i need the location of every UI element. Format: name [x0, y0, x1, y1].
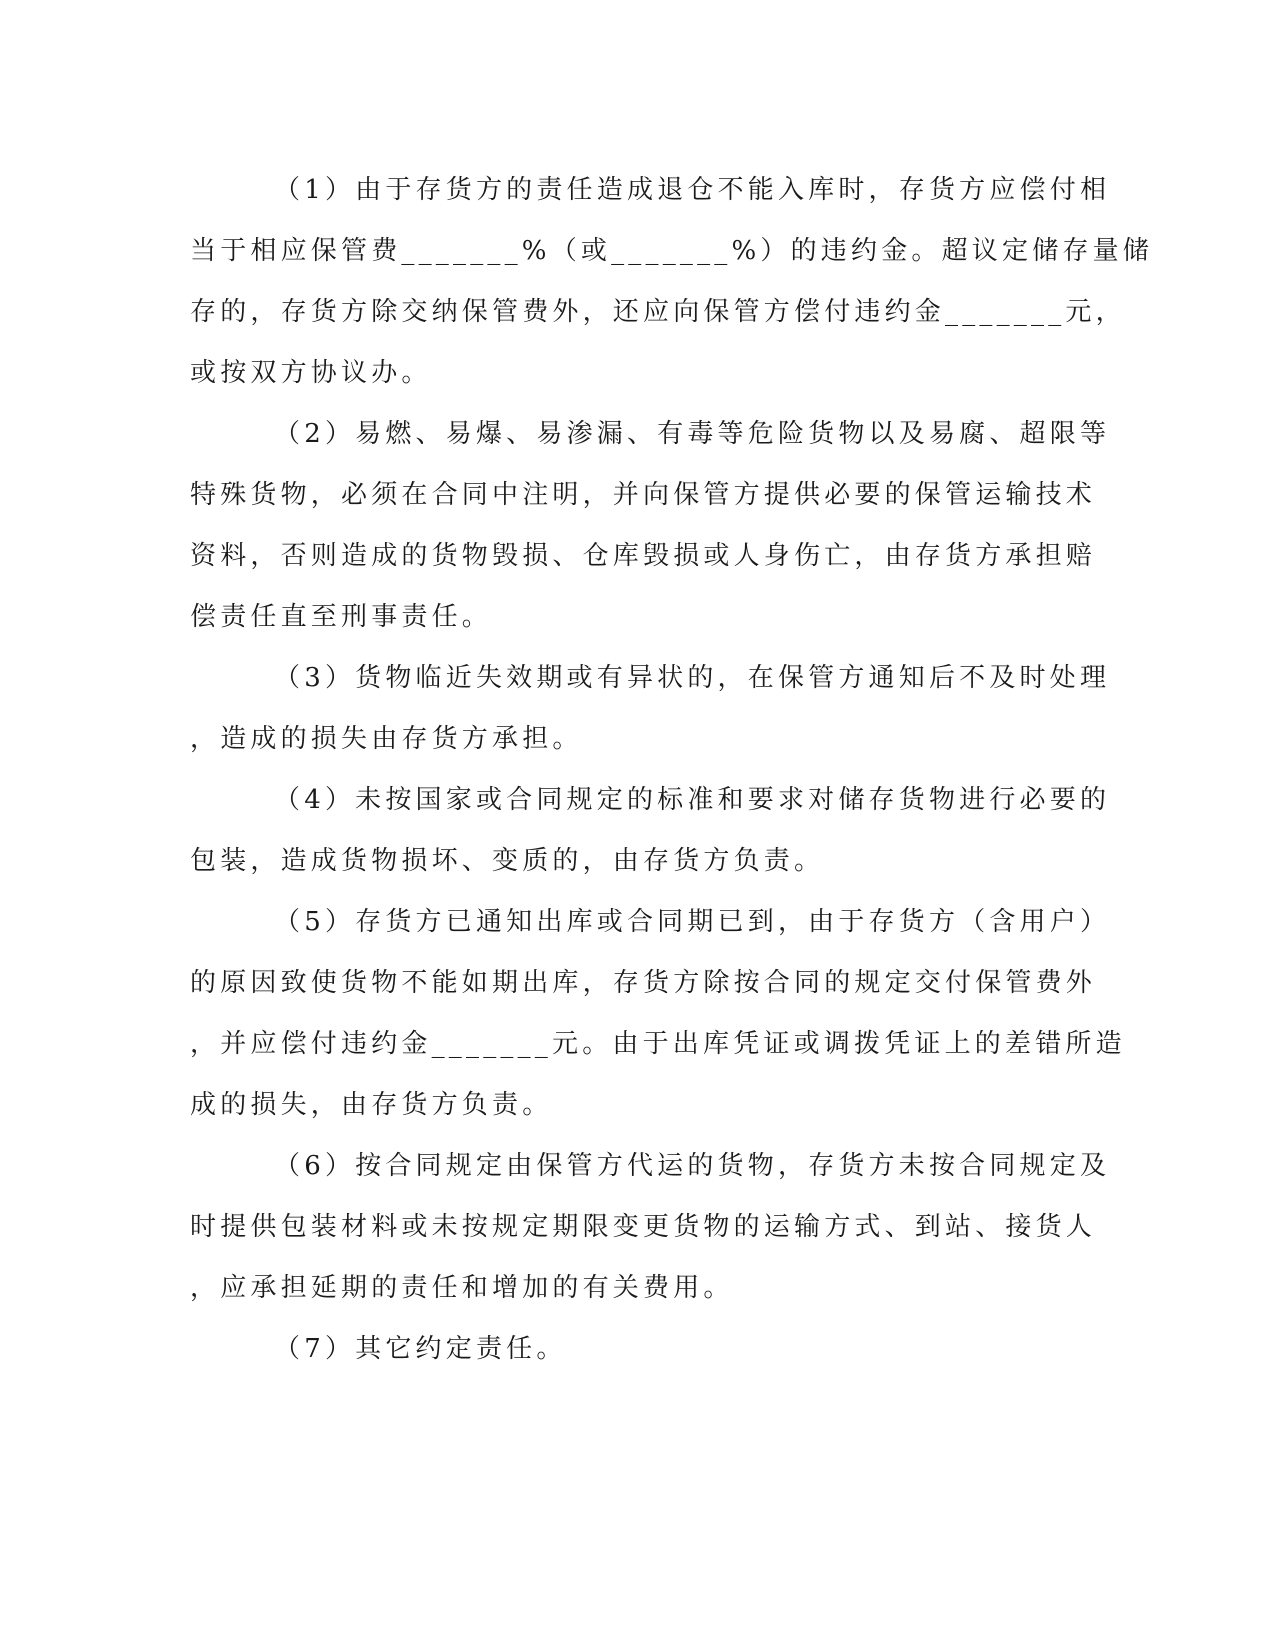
text-line: 特殊货物，必须在合同中注明，并向保管方提供必要的保管运输技术	[190, 480, 1097, 510]
text-line: 成的损失，由存货方负责。	[190, 1090, 553, 1120]
paragraph-3	[190, 648, 1111, 770]
text-line: ，并应偿付违约金_______元。由于出库凭证或调拨凭证上的差错所造	[190, 1029, 1126, 1059]
text-line: （4）未按国家或合同规定的标准和要求对储存货物进行必要的	[274, 785, 1111, 815]
paragraph-4	[190, 770, 1111, 892]
text-line: （5）存货方已通知出库或合同期已到，由于存货方（含用户）	[274, 907, 1111, 937]
text-line: 偿责任直至刑事责任。	[190, 602, 493, 632]
text-line: ，应承担延期的责任和增加的有关费用。	[190, 1273, 734, 1303]
text-line: 当于相应保管费_______%（或_______%）的违约金。超议定储存量储	[190, 236, 1154, 266]
paragraph-2	[190, 404, 1111, 648]
text-line: （3）货物临近失效期或有异状的，在保管方通知后不及时处理	[274, 663, 1111, 693]
paragraph-5	[190, 892, 1126, 1136]
text-line: 资料，否则造成的货物毁损、仓库毁损或人身伤亡，由存货方承担赔	[190, 541, 1097, 571]
paragraph-7	[190, 1319, 1080, 1380]
text-line: 的原因致使货物不能如期出库，存货方除按合同的规定交付保管费外	[190, 968, 1097, 998]
paragraph-6	[190, 1136, 1111, 1319]
document-body	[190, 160, 1154, 1380]
text-line: 存的，存货方除交纳保管费外，还应向保管方偿付违约金_______元，	[190, 297, 1126, 327]
text-line: （7）其它约定责任。	[274, 1334, 567, 1364]
paragraph-1	[190, 160, 1154, 404]
text-line: （1）由于存货方的责任造成退仓不能入库时，存货方应偿付相	[274, 175, 1111, 205]
text-line: 或按双方协议办。	[190, 358, 432, 388]
text-line: （6）按合同规定由保管方代运的货物，存货方未按合同规定及	[274, 1151, 1111, 1181]
text-line: 时提供包装材料或未按规定期限变更货物的运输方式、到站、接货人	[190, 1212, 1097, 1242]
text-line: ，造成的损失由存货方承担。	[190, 724, 583, 754]
text-line: （2）易燃、易爆、易渗漏、有毒等危险货物以及易腐、超限等	[274, 419, 1111, 449]
text-line: 包装，造成货物损坏、变质的，由存货方负责。	[190, 846, 825, 876]
